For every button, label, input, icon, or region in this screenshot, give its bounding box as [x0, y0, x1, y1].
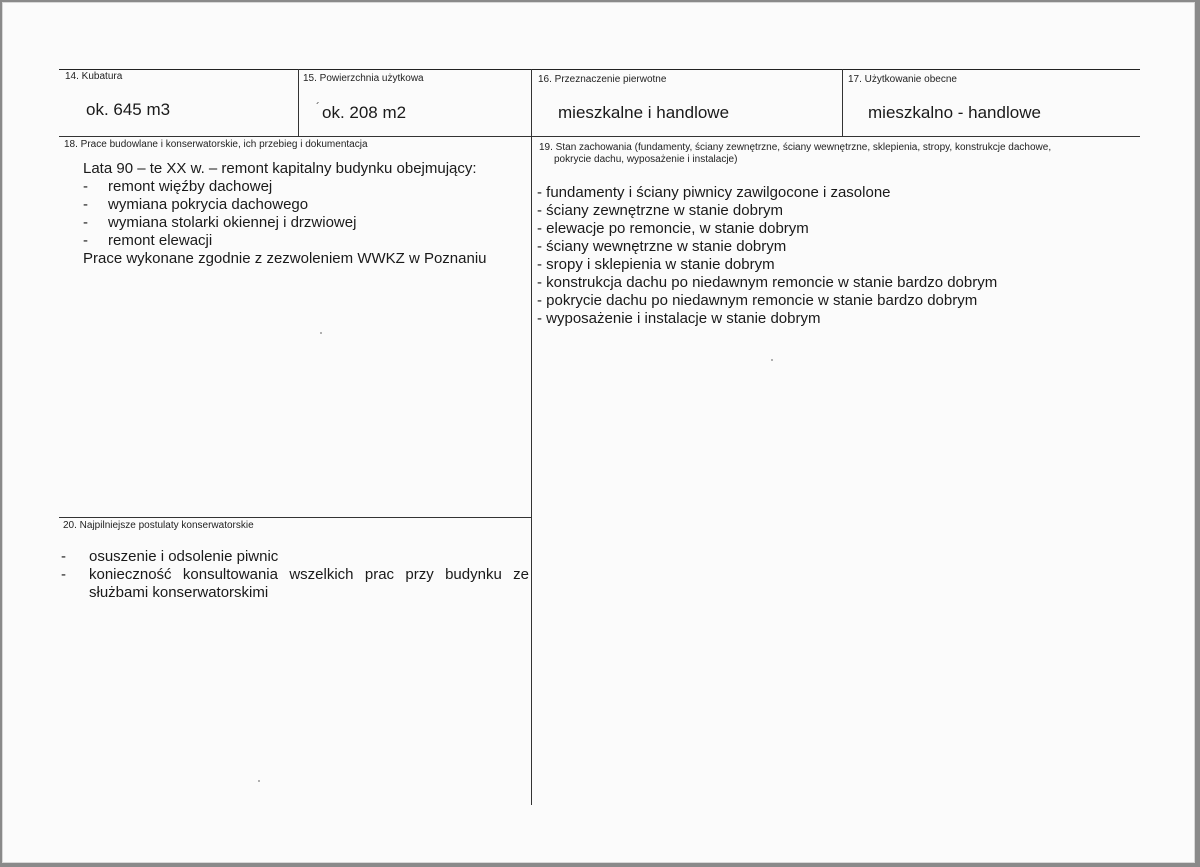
list-item: - ściany wewnętrzne w stanie dobrym — [537, 238, 787, 255]
list-item — [83, 196, 487, 214]
list-item — [61, 566, 529, 602]
list-item: - konstrukcja dachu po niedawnym remoncie w stanie bardzo dobrym — [537, 274, 998, 291]
list-item-text: remont więźby dachowej — [108, 178, 273, 195]
list-item-text: wymiana pokrycia dachowego — [108, 196, 309, 213]
field-18-content — [83, 160, 487, 268]
field-15-label: 15. Powierzchnia użytkowa — [303, 73, 424, 84]
list-item-text: osuszenie i odsolenie piwnic — [89, 548, 279, 565]
field-15-value: ok. 208 m2 — [322, 103, 407, 122]
list-item-text: wymiana stolarki okiennej i drzwiowej — [108, 214, 357, 231]
dash-mark: - — [83, 214, 88, 231]
divider-main — [531, 69, 532, 805]
field-18-label: 18. Prace budowlane i konserwatorskie, ich przebieg i dokumentacja — [64, 139, 368, 150]
list-item: - elewacje po remoncie, w stanie dobrym — [537, 220, 809, 237]
list-item — [83, 178, 487, 196]
list-item — [83, 214, 487, 232]
postulaty-list — [61, 548, 529, 602]
row18-bottom-line — [59, 517, 531, 518]
stan-list — [537, 184, 997, 328]
list-item: - sropy i sklepienia w stanie dobrym — [537, 256, 775, 273]
list-item-text-line1: konieczność konsultowania wszelkich prac przy budynku ze — [89, 566, 529, 583]
list-item — [61, 548, 529, 566]
field-14-value: ok. 645 m3 — [86, 100, 171, 119]
dash-mark: - — [61, 548, 66, 565]
field-17-value: mieszkalno - handlowe — [868, 103, 1041, 122]
dash-mark: - — [83, 232, 88, 249]
scan-speck — [258, 780, 260, 782]
scan-speck — [771, 359, 773, 361]
field-17-label: 17. Użytkowanie obecne — [848, 74, 957, 85]
list-item — [83, 232, 487, 250]
dash-mark: - — [83, 196, 88, 213]
form-sheet — [2, 2, 1195, 863]
scan-mark: ´ — [316, 100, 320, 114]
field-16-label: 16. Przeznaczenie pierwotne — [538, 74, 667, 85]
list-item-text-line2: służbami konserwatorskimi — [89, 584, 269, 601]
prace-outro: Prace wykonane zgodnie z zezwoleniem WWKZ w Poznaniu — [83, 250, 487, 267]
list-item-text: remont elewacji — [108, 232, 213, 249]
divider-16-17 — [842, 69, 843, 136]
dash-mark: - — [61, 566, 66, 583]
field-19-label — [539, 142, 1051, 166]
row1-bottom-line — [59, 136, 1140, 137]
divider-14-15 — [298, 69, 299, 136]
field-19-label-line1: 19. Stan zachowania (fundamenty, ściany zewnętrzne, ściany wewnętrzne, sklepienia, stropy, konstrukcje dachowe, — [539, 142, 1052, 153]
list-item: - wyposażenie i instalacje w stanie dobrym — [537, 310, 821, 327]
prace-list — [83, 178, 487, 250]
top-border-line — [59, 69, 1140, 70]
dash-mark: - — [83, 178, 88, 195]
list-item: - fundamenty i ściany piwnicy zawilgocone i zasolone — [537, 184, 891, 201]
field-14-label: 14. Kubatura — [65, 71, 123, 82]
list-item: - pokrycie dachu po niedawnym remoncie w stanie bardzo dobrym — [537, 292, 978, 309]
list-item: - ściany zewnętrzne w stanie dobrym — [537, 202, 783, 219]
field-19-label-line2: pokrycie dachu, wyposażenie i instalacje) — [554, 154, 738, 165]
prace-intro: Lata 90 – te XX w. – remont kapitalny budynku obejmujący: — [83, 160, 477, 177]
field-20-label: 20. Najpilniejsze postulaty konserwatorskie — [63, 520, 254, 531]
scan-speck — [320, 332, 322, 334]
field-16-value: mieszkalne i handlowe — [558, 103, 730, 122]
